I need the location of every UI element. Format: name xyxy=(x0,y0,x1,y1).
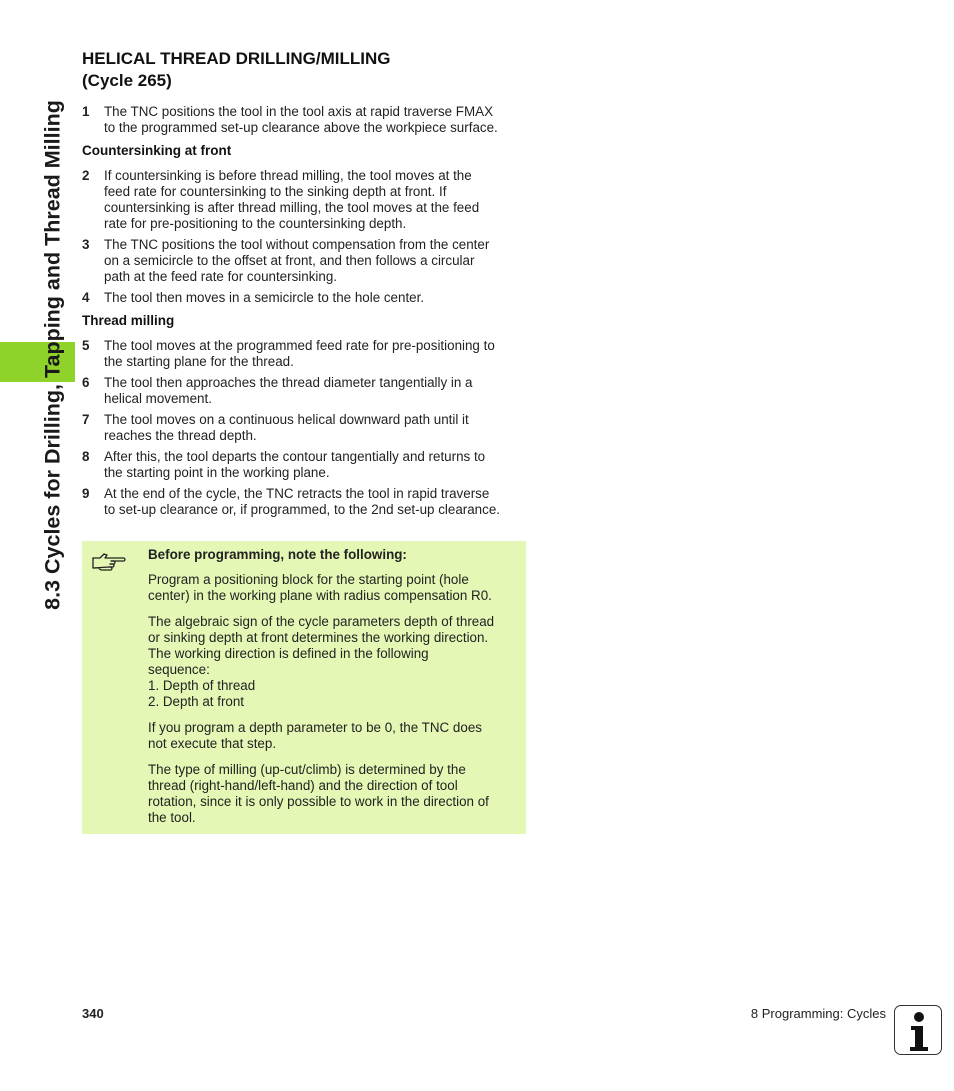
section-heading xyxy=(82,48,527,92)
step-text: The tool moves on a continuous helical downward path until it reaches the thread depth. xyxy=(104,412,469,443)
step-number: 4 xyxy=(82,290,90,305)
step-text: The tool moves at the programmed feed rate for pre-positioning to the starting plane for the thread. xyxy=(104,338,495,369)
pointing-hand-icon xyxy=(90,549,128,575)
note-title: Before programming, note the following: xyxy=(148,547,407,562)
note-paragraph: Program a positioning block for the starting point (hole center) in the working plane with radius compensation R0. xyxy=(148,572,492,603)
step-text: The TNC positions the tool without compensation from the center on a semicircle to the offset at front, and then follows a circular path at the feed rate for countersinking. xyxy=(104,237,490,284)
step-item xyxy=(82,375,527,407)
programming-note-box xyxy=(82,541,526,834)
step-text: If countersinking is before thread milling, the tool moves at the feed rate for countersinking to the sinking depth at front. If countersinking is after thread milling, the tool moves at the feed rate for pre-positioning to the countersinking depth. xyxy=(104,168,480,231)
step-number: 7 xyxy=(82,412,90,427)
step-number: 2 xyxy=(82,168,90,183)
step-item xyxy=(82,486,527,518)
step-number: 8 xyxy=(82,449,90,464)
step-item xyxy=(82,412,527,444)
step-number: 1 xyxy=(82,104,90,119)
step-item xyxy=(82,104,527,136)
step-number: 5 xyxy=(82,338,90,353)
heading-line-1: HELICAL THREAD DRILLING/MILLING xyxy=(82,49,391,68)
step-number: 9 xyxy=(82,486,90,501)
step-item xyxy=(82,290,527,306)
step-item xyxy=(82,237,527,285)
subheading-thread-milling: Thread milling xyxy=(82,313,175,328)
step-number: 6 xyxy=(82,375,90,390)
note-paragraph: If you program a depth parameter to be 0, the TNC does not execute that step. xyxy=(148,720,482,751)
step-item xyxy=(82,449,527,481)
info-glyph xyxy=(903,1009,935,1053)
step-text: After this, the tool departs the contour tangentially and returns to the starting point in the working plane. xyxy=(104,449,486,480)
step-text: The tool then moves in a semicircle to the hole center. xyxy=(104,290,425,305)
step-text: The tool then approaches the thread diameter tangentially in a helical movement. xyxy=(104,375,473,406)
note-paragraph: The algebraic sign of the cycle parameters depth of thread or sinking depth at front determines the working direction. The working direction is defined in the following sequence: 1. Depth of thread 2. Depth at front xyxy=(148,614,495,709)
step-number: 3 xyxy=(82,237,90,252)
footer-chapter-title: 8 Programming: Cycles xyxy=(750,1006,886,1021)
note-paragraph: The type of milling (up-cut/climb) is determined by the thread (right-hand/left-hand) and the direction of tool rotation, since it is only possible to work in the direction of the tool. xyxy=(148,762,489,825)
subheading-countersinking: Countersinking at front xyxy=(82,143,232,158)
main-content xyxy=(82,48,527,523)
chapter-side-title: 8.3 Cycles for Drilling, Tapping and Thread Milling xyxy=(40,100,65,610)
note-body xyxy=(148,547,520,836)
info-icon xyxy=(894,1005,942,1055)
page-number: 340 xyxy=(82,1006,104,1021)
step-item xyxy=(82,338,527,370)
heading-line-2: (Cycle 265) xyxy=(82,71,172,90)
step-text: At the end of the cycle, the TNC retracts the tool in rapid traverse to set-up clearance or, if programmed, to the 2nd set-up clearance. xyxy=(104,486,500,517)
step-item xyxy=(82,168,527,232)
step-text: The TNC positions the tool in the tool axis at rapid traverse FMAX to the programmed set-up clearance above the workpiece surface. xyxy=(104,104,498,135)
